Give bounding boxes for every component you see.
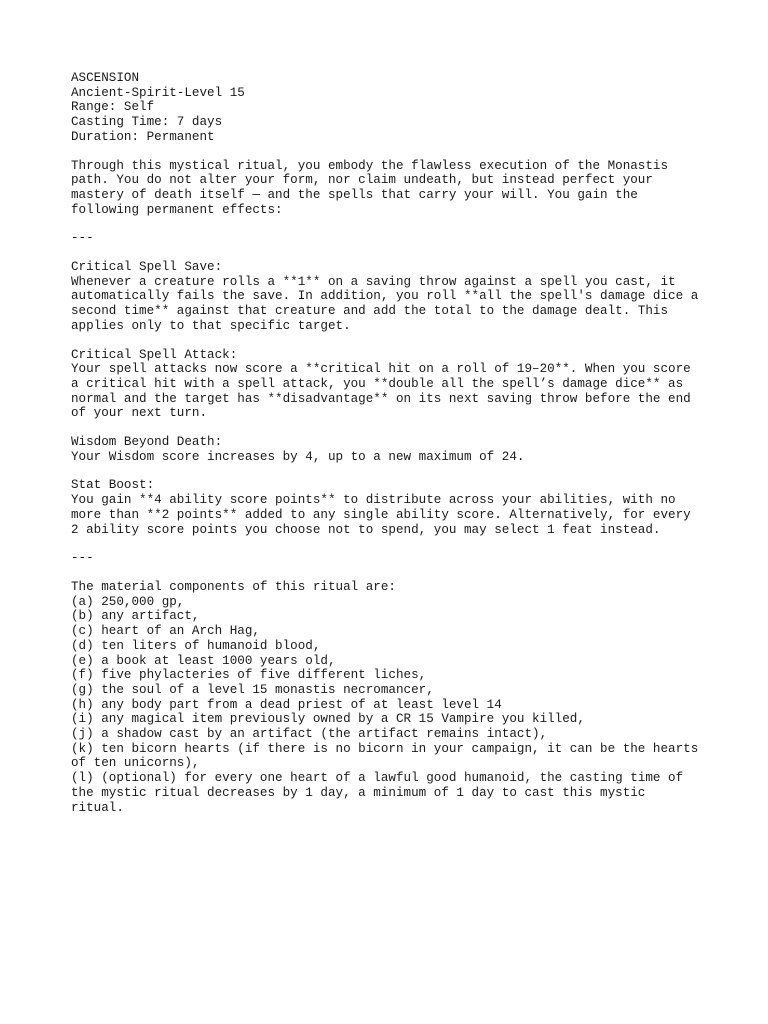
component-item: (c) heart of an Arch Hag, bbox=[71, 624, 260, 639]
section-line: normal and the target has **disadvantage** on its next saving throw before the end bbox=[71, 391, 691, 406]
component-item: (j) a shadow cast by an artifact (the artifact remains intact), bbox=[71, 727, 548, 742]
section-line: applies only to that specific target. bbox=[71, 318, 351, 333]
component-item: (l) (optional) for every one heart of a lawful good humanoid, the casting time of bbox=[71, 771, 684, 786]
component-item: (d) ten liters of humanoid blood, bbox=[71, 638, 321, 653]
section-line: 2 ability score points you choose not to spend, you may select 1 feat instead. bbox=[71, 522, 661, 537]
section-heading: Critical Spell Save: bbox=[71, 260, 223, 275]
separator bbox=[71, 231, 711, 246]
section-line: Your spell attacks now score a **critical hit on a roll of 19–20**. When you score bbox=[71, 362, 691, 377]
section-heading: Wisdom Beyond Death: bbox=[71, 435, 223, 450]
section-line: Your Wisdom score increases by 4, up to a new maximum of 24. bbox=[71, 449, 525, 464]
intro-line: Through this mystical ritual, you embody the flawless execution of the Monastis bbox=[71, 158, 669, 173]
intro-line: following permanent effects: bbox=[71, 202, 283, 217]
spell-header bbox=[71, 71, 711, 145]
separator-text: --- bbox=[71, 551, 94, 566]
spell-school-level: Ancient-Spirit-Level 15 bbox=[71, 85, 245, 100]
section-heading: Critical Spell Attack: bbox=[71, 347, 238, 362]
section-line: automatically fails the save. In addition, you roll **all the spell's damage dice a bbox=[71, 289, 699, 304]
section-line: of your next turn. bbox=[71, 406, 208, 421]
component-item: (a) 250,000 gp, bbox=[71, 594, 185, 609]
section-line: more than **2 points** added to any single ability score. Alternatively, for every bbox=[71, 507, 691, 522]
intro-line: mastery of death itself — and the spells that carry your will. You gain the bbox=[71, 187, 638, 202]
component-item: (e) a book at least 1000 years old, bbox=[71, 653, 336, 668]
components-intro: The material components of this ritual are: bbox=[71, 579, 396, 594]
component-item: (f) five phylacteries of five different liches, bbox=[71, 668, 427, 683]
separator-text: --- bbox=[71, 231, 94, 246]
component-item: the mystic ritual decreases by 1 day, a minimum of 1 day to cast this mystic bbox=[71, 785, 646, 800]
material-components bbox=[71, 580, 711, 815]
component-item: (i) any magical item previously owned by a CR 15 Vampire you killed, bbox=[71, 712, 585, 727]
spell-title: ASCENSION bbox=[71, 71, 140, 85]
intro-paragraph bbox=[71, 159, 711, 218]
document-page bbox=[71, 71, 711, 815]
section-line: Whenever a creature rolls a **1** on a saving throw against a spell you cast, it bbox=[71, 274, 676, 289]
spell-casting-time: Casting Time: 7 days bbox=[71, 115, 223, 130]
section-critical-spell-save bbox=[71, 260, 711, 334]
separator bbox=[71, 551, 711, 566]
component-item: of ten unicorns), bbox=[71, 756, 200, 771]
intro-line: path. You do not alter your form, nor claim undeath, but instead perfect your bbox=[71, 173, 653, 188]
component-item: ritual. bbox=[71, 800, 124, 815]
spell-duration: Duration: Permanent bbox=[71, 129, 215, 144]
spell-range: Range: Self bbox=[71, 100, 155, 115]
component-item: (g) the soul of a level 15 monastis necromancer, bbox=[71, 682, 434, 697]
component-item: (k) ten bicorn hearts (if there is no bicorn in your campaign, it can be the hearts bbox=[71, 741, 699, 756]
section-critical-spell-attack bbox=[71, 348, 711, 422]
section-wisdom-beyond-death bbox=[71, 435, 711, 464]
component-item: (h) any body part from a dead priest of at least level 14 bbox=[71, 697, 502, 712]
section-heading: Stat Boost: bbox=[71, 478, 155, 493]
section-line: You gain **4 ability score points** to distribute across your abilities, with no bbox=[71, 493, 676, 508]
section-line: second time** against that creature and add the total to the damage dealt. This bbox=[71, 304, 669, 319]
component-item: (b) any artifact, bbox=[71, 609, 200, 624]
section-line: a critical hit with a spell attack, you **double all the spell’s damage dice** as bbox=[71, 376, 684, 391]
section-stat-boost bbox=[71, 478, 711, 537]
